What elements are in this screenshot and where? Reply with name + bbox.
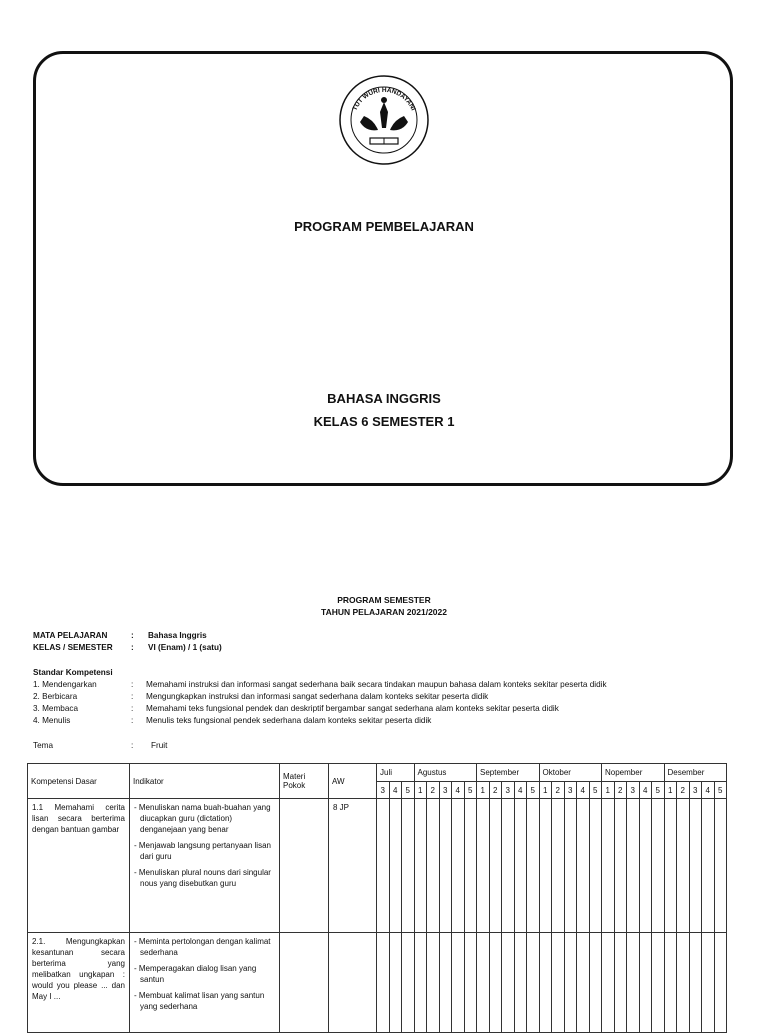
table-row [28, 933, 727, 1033]
indikator-item: - Meminta pertolongan dengan kalimat sederhana [134, 937, 271, 957]
indikator-cell [130, 933, 280, 1033]
indikator-item: - Menuliskan nama buah-buahan yang diucapkan guru (dictation) denganejaan yang benar [134, 803, 271, 834]
week-cell: 3 [439, 782, 452, 799]
week-cell: 4 [639, 782, 652, 799]
sk-label: 3. Membaca [33, 704, 79, 713]
sk-text: Memahami instruksi dan informasi sangat sederhana baik secara tindakan maupun bahasa dalam konteks sekitar peserta didik [146, 680, 607, 689]
month-header: September [477, 764, 540, 782]
week-cell: 4 [389, 782, 402, 799]
header-materi-pokok: Materi Pokok [280, 764, 329, 799]
week-cell: 4 [514, 782, 527, 799]
week-cell: 1 [414, 782, 427, 799]
materi-cell [280, 799, 329, 933]
standar-kompetensi-heading: Standar Kompetensi [33, 668, 113, 677]
header-kompetensi-dasar: Kompetensi Dasar [28, 764, 130, 799]
week-cell: 3 [377, 782, 390, 799]
week-cell: 2 [489, 782, 502, 799]
week-cell: 1 [664, 782, 677, 799]
week-cell: 3 [502, 782, 515, 799]
week-cell: 3 [689, 782, 702, 799]
kelas-semester-value: VI (Enam) / 1 (satu) [148, 643, 222, 652]
week-cell: 4 [577, 782, 590, 799]
mata-pelajaran-value: Bahasa Inggris [148, 631, 207, 640]
program-semester-table [27, 763, 727, 1033]
tema-label: Tema [33, 741, 54, 750]
week-cell: 2 [552, 782, 565, 799]
week-cell: 4 [452, 782, 465, 799]
colon: : [131, 631, 134, 640]
sk-text: Mengungkapkan instruksi dan informasi sangat sederhana dalam konteks sekitar peserta didik [146, 692, 489, 701]
indikator-item: - Memperagakan dialog lisan yang santun [134, 964, 257, 984]
indikator-cell [130, 799, 280, 933]
month-header: Juli [377, 764, 415, 782]
aw-cell [329, 933, 377, 1033]
cover-title: PROGRAM PEMBELAJARAN [294, 219, 474, 234]
month-header: Agustus [414, 764, 477, 782]
week-cell: 1 [539, 782, 552, 799]
kd-cell: 2.1. Mengungkapkan kesantunan secara berterima yang melibatkan ungkapan : would you please ... dan May I ... [28, 933, 130, 1033]
kelas-semester-label: KELAS / SEMESTER [33, 643, 113, 652]
week-cell: 1 [602, 782, 615, 799]
logo-motto: TUT WURI HANDAYANI [351, 86, 417, 112]
month-header: Oktober [539, 764, 602, 782]
program-title: PROGRAM SEMESTER [337, 595, 431, 605]
week-cell: 2 [677, 782, 690, 799]
week-cell: 5 [527, 782, 540, 799]
aw-cell: 8 JP [329, 799, 377, 933]
indikator-item: - Menjawab langsung pertanyaan lisan dari guru [134, 841, 271, 861]
tut-wuri-handayani-logo [336, 72, 432, 168]
indikator-item: - Membuat kalimat lisan yang santun yang sederhana [134, 991, 265, 1011]
header-indikator: Indikator [130, 764, 280, 799]
week-cell: 5 [714, 782, 727, 799]
colon: : [131, 643, 134, 652]
sk-text: Menulis teks fungsional pendek sederhana dalam konteks sekitar peserta didik [146, 716, 432, 725]
kd-cell: 1.1 Memahami cerita lisan secara berterima dengan bantuan gambar [28, 799, 130, 933]
week-cell: 5 [464, 782, 477, 799]
materi-cell [280, 933, 329, 1033]
sk-label: 1. Mendengarkan [33, 680, 97, 689]
sk-text: Memahami teks fungsional pendek dan deskriptif bergambar sangat sederhana alam konteks sekitar peserta didik [146, 704, 559, 713]
week-cell: 5 [402, 782, 415, 799]
sk-label: 2. Berbicara [33, 692, 78, 701]
week-cell: 2 [427, 782, 440, 799]
colon: : [131, 716, 134, 725]
month-header: Nopember [602, 764, 665, 782]
program-year: TAHUN PELAJARAN 2021/2022 [321, 607, 447, 617]
table-row [28, 799, 727, 933]
cover-subject: BAHASA INGGRIS [327, 391, 441, 406]
week-cell: 3 [627, 782, 640, 799]
colon: : [131, 741, 134, 750]
header-aw: AW [329, 764, 377, 799]
week-cell: 3 [564, 782, 577, 799]
mata-pelajaran-label: MATA PELAJARAN [33, 631, 108, 640]
month-header: Desember [664, 764, 727, 782]
week-cell: 5 [589, 782, 602, 799]
cover-class-semester: KELAS 6 SEMESTER 1 [313, 414, 455, 429]
colon: : [131, 692, 134, 701]
week-cell: 2 [614, 782, 627, 799]
week-cell: 1 [477, 782, 490, 799]
indikator-item: - Menuliskan plural nouns dari singular nous yang disebutkan guru [134, 868, 271, 888]
colon: : [131, 704, 134, 713]
week-cell: 4 [702, 782, 715, 799]
week-cell: 5 [652, 782, 665, 799]
colon: : [131, 680, 134, 689]
sk-label: 4. Menulis [33, 716, 71, 725]
tema-value: Fruit [151, 741, 168, 750]
